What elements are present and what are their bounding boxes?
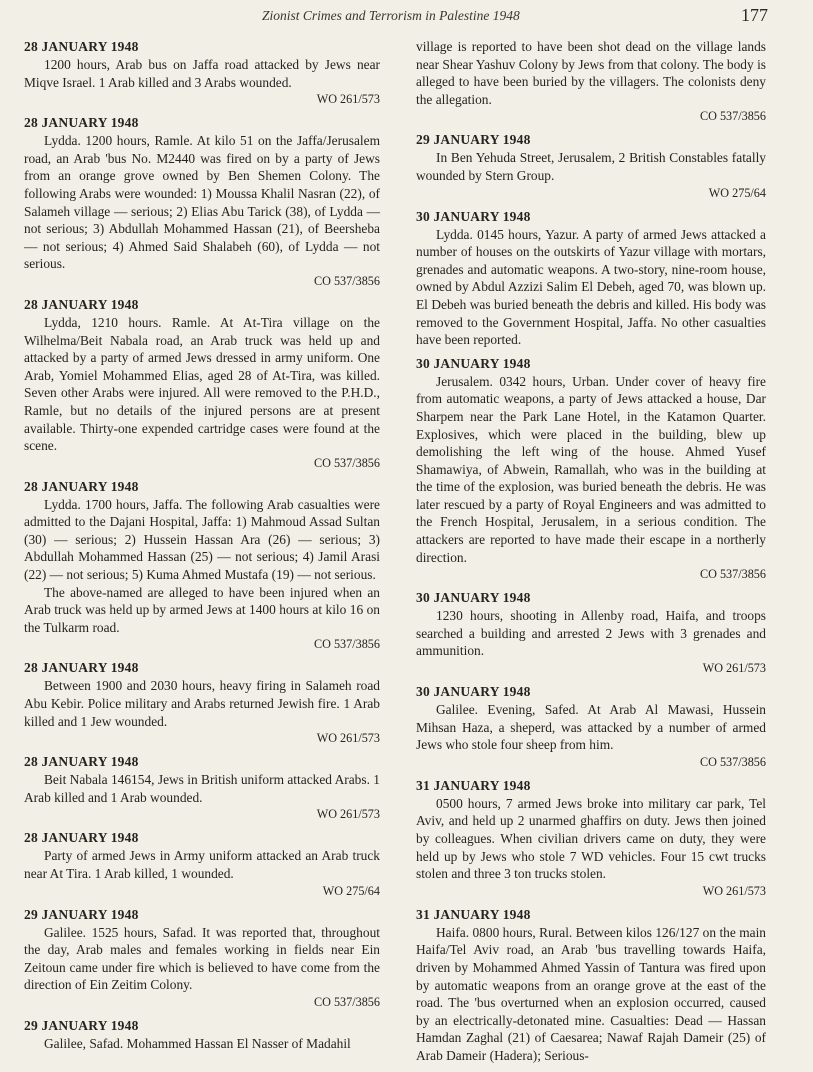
source-reference: CO 537/3856 <box>313 994 380 1009</box>
log-entry <box>24 906 380 1011</box>
right-column <box>416 38 766 1071</box>
log-entry <box>24 478 380 654</box>
source-reference: WO 261/573 <box>316 807 380 822</box>
entry-text: Lydda, 1210 hours. Ramle. At At-Tira village on the Wilhelma/Beit Nabala road, an Arab truck was held up and attacked by a party of armed Jews dressed in army uniform. One Arab, Yomiel Mohammed Elias, aged 28 of At-Tira, was killed. Seven other Arabs were injured. All were removed to the P.H.D., Ramle, but no details of the injured persons are at present available. Thirty-one expended cartridge cases were found at the scene. <box>24 314 380 454</box>
source-reference: CO 537/3856 <box>699 109 766 124</box>
entry-text: Beit Nabala 146154, Jews in British uniform attacked Arabs. 1 Arab killed and 1 Arab wounded. <box>24 772 380 805</box>
entry-text: Galilee. 1525 hours, Safad. It was reported that, throughout the day, Arab males and females working in fields near Ein Zeitoun came under fire which is believed to have come from the direction of Ein Zeitim Colony. <box>24 924 380 993</box>
entry-date: 30 JANUARY 1948 <box>416 590 531 606</box>
entry-date: 29 JANUARY 1948 <box>24 906 139 922</box>
entry-date: 31 JANUARY 1948 <box>416 906 531 922</box>
log-entry <box>416 777 766 900</box>
log-entry <box>24 38 380 108</box>
log-entry <box>24 829 380 899</box>
entry-date: 29 JANUARY 1948 <box>24 1017 139 1033</box>
source-reference: WO 275/64 <box>708 185 766 200</box>
source-reference: CO 537/3856 <box>313 273 380 288</box>
log-entry <box>416 131 766 201</box>
entry-date: 28 JANUARY 1948 <box>24 296 139 312</box>
entry-date: 28 JANUARY 1948 <box>24 478 139 494</box>
entry-text: 1200 hours, Arab bus on Jaffa road attacked by Jews near Miqve Israel. 1 Arab killed and 3 Arabs wounded. <box>24 57 380 90</box>
entry-text: Between 1900 and 2030 hours, heavy firing in Salameh road Abu Kebir. Police military and Arabs returned Jewish fire. 1 Arab killed and 1 Jew wounded. <box>24 678 380 729</box>
source-reference: CO 537/3856 <box>699 754 766 769</box>
entry-text: Haifa. 0800 hours, Rural. Between kilos 126/127 on the main Haifa/Tel Aviv road, an Arab 'bus travelling towards Haifa, driven by Mohammed Ahmed Yassin of Tantura was fired upon by automatic weapons from an orange grove at the east of the road. The 'bus overturned when an explosion occurred, caused by an electrically-detonated mine. Casualties: Dead — Hassan Hamdan Zaghal (21) of Caesarea; Nawaf Rajah Dameir (25) of Arab Dameir (Hadera); Serious- <box>416 924 766 1063</box>
entry-text: Lydda. 1200 hours, Ramle. At kilo 51 on the Jaffa/Jerusalem road, an Arab 'bus No. M2440 was fired on by a party of Jews from an orange grove owned by Ben Shemen Colony. The following Arabs were wounded: 1) Moussa Khalil Nasran (22), of Salameh village — serious; 2) Elias Abu Tarick (38), of Lydda — not serious; 3) Abdullah Mohammed Hassan (21), of Beersheba — not serious; 4) Ahmed Said Shalabeh (60), of Lydda — not serious. <box>24 133 380 272</box>
log-entry <box>416 906 766 1065</box>
log-entry <box>24 1017 380 1053</box>
entry-date: 30 JANUARY 1948 <box>416 684 531 700</box>
source-reference: WO 275/64 <box>322 883 380 898</box>
log-entry <box>416 589 766 677</box>
source-reference: WO 261/573 <box>702 661 766 676</box>
entry-date: 29 JANUARY 1948 <box>416 132 531 148</box>
log-entry <box>24 753 380 823</box>
log-entry <box>416 38 766 125</box>
page-header <box>0 6 813 28</box>
source-reference: CO 537/3856 <box>313 455 380 470</box>
entry-text: Lydda. 0145 hours, Yazur. A party of armed Jews attacked a number of houses on the outskirts of Yazur village with mortars, grenades and automatic weapons. A two-story, nine-room house, owned by Abdul Azzizi Salim El Debeh, aged 70, was blown up. El Debeh was buried beneath the debris and killed. His body was removed to the Government Hospital, Jaffa. No other casualties have been reported. <box>416 226 766 348</box>
entry-date: 28 JANUARY 1948 <box>24 830 139 846</box>
log-entry <box>416 208 766 349</box>
entry-text: The above-named are alleged to have been injured when an Arab truck was held up by armed Jews at 1400 hours at kilo 16 on the Tulkarm road. <box>24 584 380 635</box>
entry-date: 30 JANUARY 1948 <box>416 208 531 224</box>
entry-date: 28 JANUARY 1948 <box>24 115 139 131</box>
log-entry <box>416 683 766 771</box>
entry-text: Lydda. 1700 hours, Jaffa. The following Arab casualties were admitted to the Dajani Hospital, Jaffa: 1) Mahmoud Assad Sultan (30) — serious; 2) Hussein Hassan Ara (26) — serious; 3) Abdullah Mohammed Hassan (25) — not serious; 4) Jamil Arasi (22) — not serious; 5) Kuma Ahmed Mustafa (19) — not serious. <box>24 496 380 583</box>
source-reference: WO 261/573 <box>316 731 380 746</box>
log-entry <box>24 659 380 747</box>
entry-text: Galilee. Evening, Safed. At Arab Al Mawasi, Hussein Mihsan Haza, a sheperd, was attacked by a number of armed Jews who stole four sheep from him. <box>416 702 766 753</box>
entry-text: Jerusalem. 0342 hours, Urban. Under cover of heavy fire from automatic weapons, a party of Jews attacked a house, Dar Sharpem near the Park Lane Hotel, in the Katamon Quarter. Explosives, which were placed in the building, blew up demolishing the left wing of the house. Ahmed Yusef Shamawiya, of Abwein, Ramallah, who was in the building at the time of the explosion, was buried beneath the debris. He was later rescued by a party of Royal Engineers and was admitted to the French Hospital, Jerusalem, in a serious condition. The attackers are reported to have made their escape in a northerly direction. <box>416 373 766 565</box>
entry-text: Galilee, Safad. Mohammed Hassan El Nasser of Madahil <box>44 1035 351 1051</box>
entry-date: 30 JANUARY 1948 <box>416 355 531 371</box>
entry-text: village is reported to have been shot dead on the village lands near Shear Yashuv Colony by Jews from that colony. The body is alleged to have been buried by the villagers. The colonists deny the allegation. <box>416 39 766 107</box>
entry-date: 31 JANUARY 1948 <box>416 777 531 793</box>
entry-date: 28 JANUARY 1948 <box>24 660 139 676</box>
entry-date: 28 JANUARY 1948 <box>24 754 139 770</box>
entry-text: Party of armed Jews in Army uniform attacked an Arab truck near At Tira. 1 Arab killed, 1 wounded. <box>24 848 380 881</box>
source-reference: WO 261/573 <box>702 883 766 898</box>
running-title: Zionist Crimes and Terrorism in Palestine 1948 <box>262 8 520 23</box>
log-entry <box>416 355 766 584</box>
entry-text: 1230 hours, shooting in Allenby road, Haifa, and troops searched a building and arrested 2 Jews with 3 grenades and ammunition. <box>416 608 766 659</box>
entry-text: 0500 hours, 7 armed Jews broke into military car park, Tel Aviv, and held up 2 unarmed ghaffirs on duty. Jews then joined by colleagues. When civilian drivers came on duty, they were held up by Jews who stole 7 WD vehicles. Four 15 cwt trucks stolen and three 3 ton trucks stolen. <box>416 795 766 882</box>
left-column <box>24 38 380 1059</box>
source-reference: WO 261/573 <box>316 92 380 107</box>
entry-date: 28 JANUARY 1948 <box>24 39 139 54</box>
log-entry <box>24 114 380 290</box>
log-entry <box>24 296 380 472</box>
source-reference: CO 537/3856 <box>699 567 766 582</box>
page-number: 177 <box>741 5 768 25</box>
source-reference: CO 537/3856 <box>313 637 380 652</box>
entry-text: In Ben Yehuda Street, Jerusalem, 2 British Constables fatally wounded by Stern Group. <box>416 150 766 183</box>
